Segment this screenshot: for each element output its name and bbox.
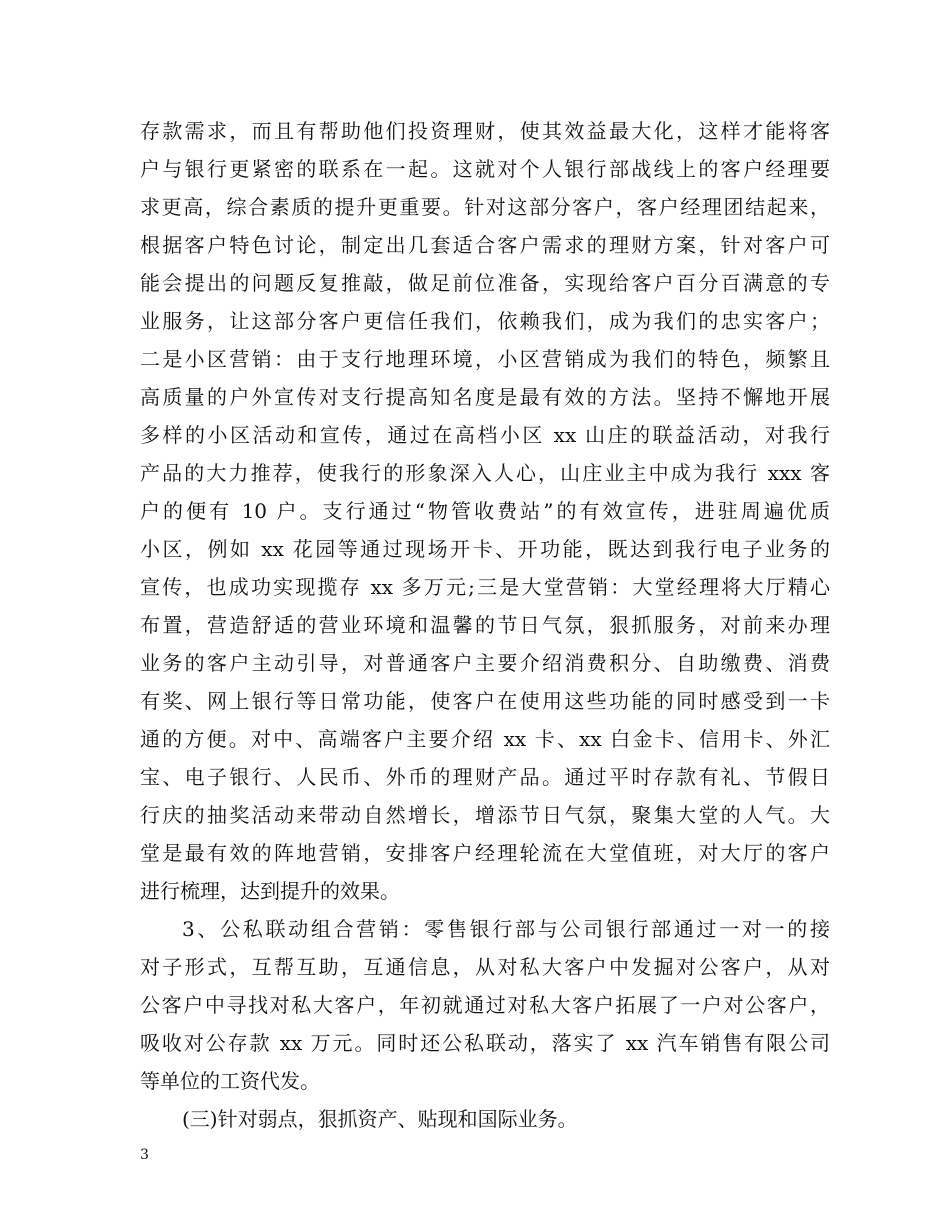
text-line: 存款需求，而且有帮助他们投资理财，使其效益最大化，这样才能将客 (140, 119, 830, 143)
section-heading: (三)针对弱点，狠抓资产、贴现和国际业务。 (182, 1107, 578, 1131)
body-text (140, 112, 830, 1138)
text-line: 宝、电子银行、人民币、外币的理财产品。通过平时存款有礼、节假日 (140, 765, 830, 789)
page-number: 3 (140, 1147, 149, 1163)
text-line: 根据客户特色讨论，制定出几套适合客户需求的理财方案，针对客户可 (140, 233, 830, 257)
text-line: 多样的小区活动和宣传，通过在高档小区 xx 山庄的联益活动，对我行 (140, 423, 830, 447)
text-line: 业务的客户主动引导，对普通客户主要介绍消费积分、自助缴费、消费 (140, 651, 830, 675)
text-line: 宣传，也成功实现揽存 xx 多万元;三是大堂营销：大堂经理将大厅精心 (140, 575, 830, 599)
text-line: 能会提出的问题反复推敲，做足前位准备，实现给客户百分百满意的专 (140, 271, 830, 295)
text-line: 公客户中寻找对私大客户，年初就通过对私大客户拓展了一户对公客户， (140, 993, 830, 1017)
text-line: 户与银行更紧密的联系在一起。这就对个人银行部战线上的客户经理要 (140, 157, 830, 181)
text-line: 户的便有 10 户。支行通过“物管收费站”的有效宣传，进驻周遍优质 (140, 499, 830, 523)
text-line: 求更高，综合素质的提升更重要。针对这部分客户，客户经理团结起来， (140, 195, 830, 219)
text-line: 高质量的户外宣传对支行提高知名度是最有效的方法。坚持不懈地开展 (140, 385, 830, 409)
text-line: 有奖、网上银行等日常功能，使客户在使用这些功能的同时感受到一卡 (140, 689, 830, 713)
text-line: 行庆的抽奖活动来带动自然增长，增添节日气氛，聚集大堂的人气。大 (140, 803, 830, 827)
text-line: 进行梳理，达到提升的效果。 (140, 879, 400, 903)
text-line: 堂是最有效的阵地营销，安排客户经理轮流在大堂值班，对大厅的客户 (140, 841, 830, 865)
text-line: 吸收对公存款 xx 万元。同时还公私联动，落实了 xx 汽车销售有限公司 (140, 1031, 830, 1055)
text-line: 小区，例如 xx 花园等通过现场开卡、开功能，既达到我行电子业务的 (140, 537, 830, 561)
text-line: 等单位的工资代发。 (140, 1069, 320, 1093)
text-line: 布置，营造舒适的营业环境和温馨的节日气氛，狠抓服务，对前来办理 (140, 613, 830, 637)
text-line: 通的方便。对中、高端客户主要介绍 xx 卡、xx 白金卡、信用卡、外汇 (140, 727, 830, 751)
text-line: 对子形式，互帮互助，互通信息，从对私大客户中发掘对公客户，从对 (140, 955, 830, 979)
text-line: 业服务，让这部分客户更信任我们，依赖我们，成为我们的忠实客户； (140, 309, 830, 333)
text-line: 产品的大力推荐，使我行的形象深入人心，山庄业主中成为我行 xxx 客 (140, 461, 830, 485)
paragraph-start-line: 3、公私联动组合营销：零售银行部与公司银行部通过一对一的接 (182, 917, 830, 941)
text-line: 二是小区营销：由于支行地理环境，小区营销成为我们的特色，频繁且 (140, 347, 830, 371)
